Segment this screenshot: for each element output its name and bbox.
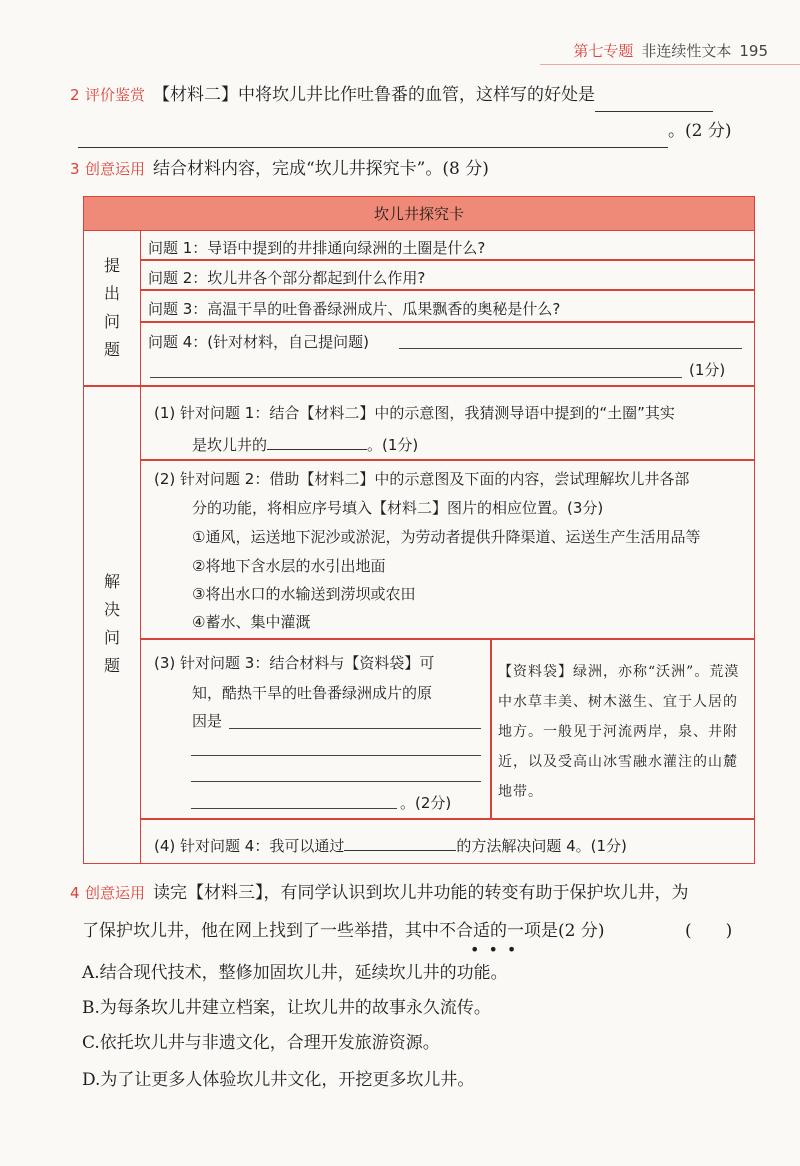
section-solve-label — [84, 385, 141, 863]
inquiry-card — [83, 196, 755, 864]
page-number: 195 — [739, 42, 768, 60]
question-item: 问题 3：高温干旱的吐鲁番绿洲成片、瓜果飘香的奥秘是什么? — [148, 300, 561, 318]
question-4-line1: 读完【材料三】，有同学认识到坎儿井功能的转变有助于保护坎儿井，为 — [152, 883, 689, 903]
question-2-text: 【材料二】中将坎儿井比作吐鲁番的血管，这样写的好处是 — [152, 85, 595, 105]
question-item: 问题 1：导语中提到的井排通向绿洲的土圈是什么? — [148, 239, 486, 257]
answer-4 — [154, 833, 627, 856]
label-char: 提 — [103, 256, 120, 275]
divider — [141, 638, 754, 640]
function-item: ②将地下含水层的水引出地面 — [192, 557, 386, 575]
answer-blank[interactable] — [267, 432, 367, 450]
answer-paren[interactable]: ( ) — [685, 921, 733, 941]
question-4-number: 4 — [70, 884, 80, 902]
answer-3-line1: (3) 针对问题 3：结合材料与【资料袋】可 — [154, 654, 435, 672]
question-3-number: 3 — [70, 160, 80, 178]
answer-1-prefix: 是坎儿井的 — [192, 436, 268, 454]
answer-2-line2: 分的功能，将相应序号填入【材料二】图片的相应位置。(3分) — [192, 499, 604, 517]
divider — [141, 289, 754, 291]
answer-blank[interactable] — [344, 833, 456, 851]
answer-line[interactable] — [191, 755, 481, 756]
answer-1-line1: (1) 针对问题 1：结合【材料二】中的示意图，我猜测导语中提到的“土圈”其实 — [154, 404, 675, 422]
label-char: 决 — [103, 600, 120, 619]
question-2-number: 2 — [70, 86, 80, 104]
info-bag-note: 【资料袋】绿洲，亦称“沃洲”。荒漠中水草丰美、树木滋生、宜于人居的地方。一般见于河流两岸，泉、井附近，以及受高山冰雪融水灌注的山麓地带。 — [498, 664, 740, 800]
card-title: 坎儿井探究卡 — [84, 197, 754, 231]
answer-1-points: 。(1分) — [367, 436, 419, 454]
option-a[interactable]: A.结合现代技术，整修加固坎儿井，延续坎儿井的功能。 — [82, 963, 508, 983]
label-char: 出 — [103, 284, 120, 303]
function-item: ④蓄水、集中灌溉 — [192, 613, 311, 631]
emphasis-dots: ••• — [470, 940, 526, 959]
divider — [141, 321, 754, 323]
function-item: ①通风，运送地下泥沙或淤泥，为劳动者提供升降渠道、运送生产生活用品等 — [192, 528, 701, 546]
divider — [141, 259, 754, 261]
question-2 — [70, 78, 756, 112]
divider — [141, 459, 754, 461]
label-char: 题 — [103, 656, 120, 675]
answer-4-prefix: (4) 针对问题 4：我可以通过 — [154, 837, 345, 855]
answer-2-line1: (2) 针对问题 2：借助【材料二】中的示意图及下面的内容，尝试理解坎儿井各部 — [154, 470, 690, 488]
option-d[interactable]: D.为了让更多人体验坎儿井文化，开挖更多坎儿井。 — [82, 1070, 475, 1090]
answer-line[interactable] — [191, 808, 397, 809]
divider — [490, 638, 492, 818]
question-item: 问题 2：坎儿井各个部分都起到什么作用? — [148, 269, 426, 287]
answer-4-suffix: 的方法解决问题 4。(1分) — [456, 837, 627, 855]
question-2-line2 — [70, 114, 756, 148]
question-2-points: 。(2 分) — [668, 121, 732, 141]
divider — [141, 818, 754, 820]
question-4-line2-row — [82, 914, 756, 948]
label-char: 问 — [103, 628, 120, 647]
option-c[interactable]: C.依托坎儿井与非遗文化，合理开发旅游资源。 — [82, 1033, 440, 1053]
section-label: 非连续性文本 — [641, 42, 732, 60]
label-char: 题 — [103, 340, 120, 359]
answer-1-line2 — [192, 432, 418, 455]
option-b[interactable]: B.为每条坎儿井建立档案，让坎儿井的故事永久流传。 — [82, 998, 491, 1018]
divider — [84, 385, 754, 387]
label-char: 问 — [103, 312, 120, 331]
answer-blank[interactable] — [78, 124, 668, 148]
answer-3-line3: 因是 — [192, 712, 223, 730]
question-item: 问题 4：(针对材料，自己提问题) — [148, 333, 370, 351]
answer-3-line2: 知，酷热干旱的吐鲁番绿洲成片的原 — [192, 684, 433, 702]
label-char: 解 — [103, 572, 120, 591]
function-item: ③将出水口的水输送到涝坝或农田 — [192, 585, 416, 603]
answer-blank[interactable] — [595, 88, 713, 112]
question-3 — [70, 152, 756, 186]
question-4 — [70, 876, 756, 910]
page-header — [573, 40, 768, 61]
header-rule — [540, 64, 800, 65]
answer-line[interactable] — [150, 377, 682, 378]
section-ask-label — [84, 231, 141, 385]
question-4-tag: 创意运用 — [84, 884, 145, 902]
question-3-text: 结合材料内容，完成“坎儿井探究卡”。(8 分) — [152, 159, 489, 179]
answer-line[interactable] — [191, 781, 481, 782]
question-3-tag: 创意运用 — [84, 160, 145, 178]
answer-line[interactable] — [229, 728, 481, 729]
question-2-tag: 评价鉴赏 — [84, 86, 145, 104]
question-4-points: (1分) — [689, 361, 726, 379]
chapter-label: 第七专题 — [573, 42, 634, 60]
answer-3-points: 。(2分) — [400, 794, 452, 812]
question-4-line2: 了保护坎儿井，他在网上找到了一些举措，其中不合适的一项是(2 分) — [82, 921, 605, 941]
answer-line[interactable] — [399, 348, 742, 349]
